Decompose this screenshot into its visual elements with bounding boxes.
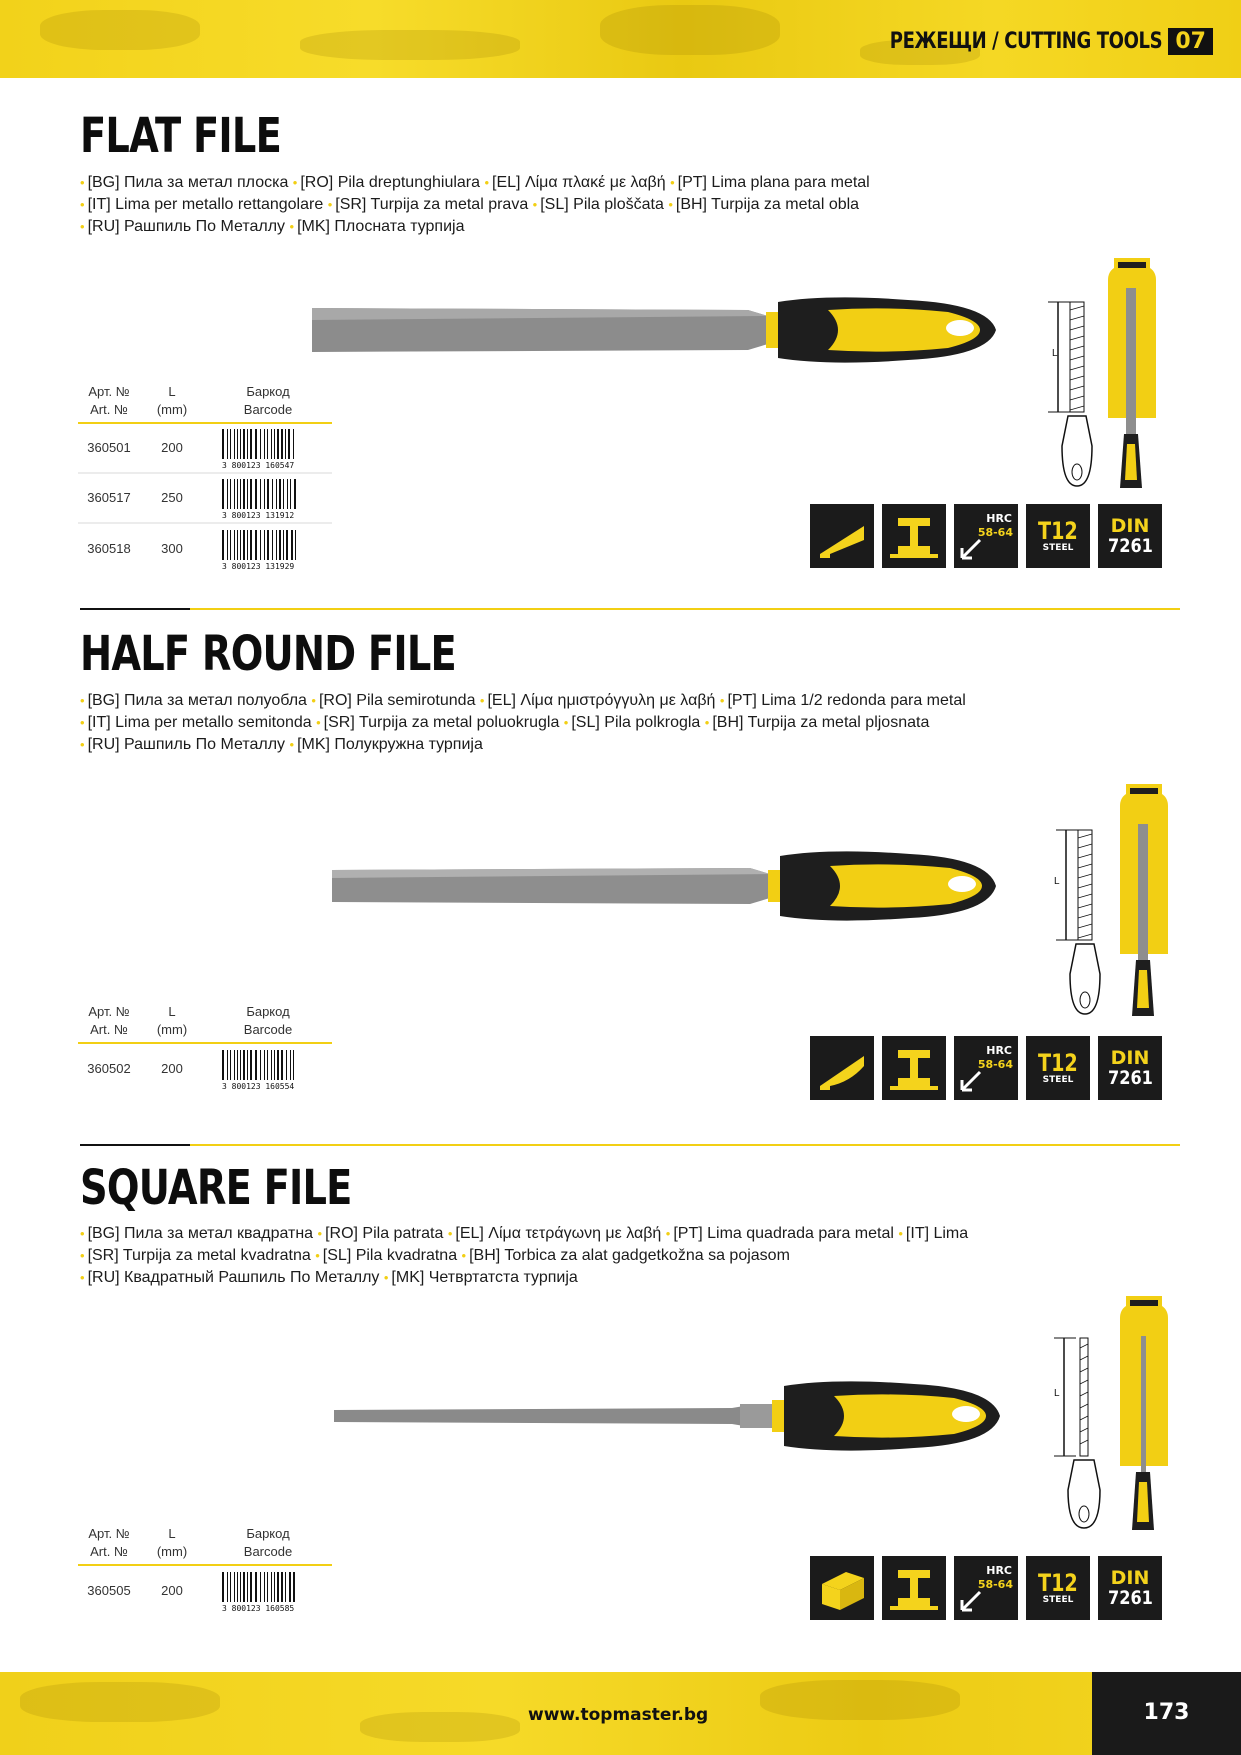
- barcode-number: 3 800123 131929: [222, 562, 295, 570]
- product-table: [78, 1522, 332, 1616]
- table-row: [78, 1044, 332, 1094]
- table-row: [78, 524, 332, 574]
- category-label: РЕЖЕЩИ / CUTTING TOOLS: [889, 29, 1163, 54]
- flat-profile-icon: [810, 504, 874, 568]
- barcode-image: [220, 1048, 316, 1090]
- length-label: L: [1054, 876, 1060, 887]
- length-label: L: [1052, 348, 1058, 359]
- din-standard-icon: DIN 7261: [1098, 1556, 1162, 1620]
- translations: • [BG] Пила за метал квадратна • [RO] Pila patrata • [EL] Λίμα τετράγωνη με λαβή • [PT] Lima quadrada para metal • [IT] Lima • [SR] Turpija za metal kvadratna • [SL] Pila kvadratna • [BH] Torbica za alat gadgetkožna sa pojasom • [RU] Квадратный Рашпиль По Металлу • [MK] Четвртатста турпија: [80, 1225, 969, 1286]
- product-title: HALF ROUND FILE: [80, 626, 456, 682]
- length-value: 200: [161, 1061, 183, 1076]
- package-image: [1116, 784, 1172, 1020]
- technical-drawing: [1040, 296, 1110, 492]
- website-link[interactable]: www.topmaster.bg: [528, 1705, 709, 1725]
- barcode-image: [220, 477, 316, 519]
- article-number: 360501: [87, 440, 131, 455]
- barcode-number: 3 800123 131912: [222, 511, 295, 519]
- article-number: 360505: [87, 1583, 131, 1598]
- table-row: [78, 424, 332, 474]
- length-value: 300: [161, 541, 183, 556]
- half-round-profile-icon: [810, 1036, 874, 1100]
- product-title: SQUARE FILE: [80, 1160, 352, 1216]
- hardness-icon: HRC 58-64: [954, 1556, 1018, 1620]
- length-label: L: [1054, 1388, 1060, 1399]
- barcode-image: [220, 1570, 316, 1612]
- din-standard-icon: DIN 7261: [1098, 1036, 1162, 1100]
- half-round-file-image: [330, 846, 1000, 926]
- package-image: [1116, 1296, 1172, 1534]
- steel-grade-icon: T12 STEEL: [1026, 1036, 1090, 1100]
- table-header: Арт. № Art. № L (mm) Баркод Barcode: [78, 1522, 332, 1566]
- length-value: 200: [161, 1583, 183, 1598]
- square-profile-icon: [810, 1556, 874, 1620]
- barcode-number: 3 800123 160547: [222, 461, 295, 469]
- length-value: 200: [161, 440, 183, 455]
- article-number: 360502: [87, 1061, 131, 1076]
- barcode-number: 3 800123 160585: [222, 1604, 295, 1612]
- technical-drawing: [1040, 824, 1110, 1020]
- table-header: Арт. № Art. № L (mm) Баркод Barcode: [78, 380, 332, 424]
- article-number: 360518: [87, 541, 131, 556]
- table-row: [78, 1566, 332, 1616]
- section-tag: [830, 28, 1213, 55]
- technical-drawing: [1040, 1332, 1110, 1532]
- hardness-icon: HRC 58-64: [954, 504, 1018, 568]
- flat-file-image: [308, 290, 998, 370]
- square-file-image: [332, 1376, 1002, 1456]
- metal-beam-icon: [882, 1556, 946, 1620]
- metal-beam-icon: [882, 504, 946, 568]
- table-row: [78, 474, 332, 524]
- din-standard-icon: DIN 7261: [1098, 504, 1162, 568]
- barcode-image: [220, 528, 316, 570]
- length-value: 250: [161, 490, 183, 505]
- article-number: 360517: [87, 490, 131, 505]
- chapter-number: 07: [1168, 28, 1213, 55]
- spec-icons: [810, 1556, 1162, 1620]
- product-table: [78, 1000, 332, 1094]
- package-image: [1104, 258, 1160, 492]
- hardness-icon: HRC 58-64: [954, 1036, 1018, 1100]
- translations: • [BG] Пила за метал полуобла • [RO] Pila semirotunda • [EL] Λίμα ημιστρόγγυλη με λαβή • [PT] Lima 1/2 redonda para metal • [IT] Lima per metallo semitonda • [SR] Turpija za metal poluokrugla • [SL] Pila polkrogla • [BH] Turpija za metal pljosnata • [RU] Рашпиль По Металлу • [MK] Полукружна турпија: [80, 692, 966, 753]
- page-number: 173: [1143, 1700, 1190, 1725]
- spec-icons: [810, 504, 1162, 568]
- steel-grade-icon: T12 STEEL: [1026, 504, 1090, 568]
- spec-icons: [810, 1036, 1162, 1100]
- section-divider: [80, 608, 1180, 610]
- barcode-number: 3 800123 160554: [222, 1082, 295, 1090]
- metal-beam-icon: [882, 1036, 946, 1100]
- translations: • [BG] Пила за метал плоска • [RO] Pila dreptunghiulara • [EL] Λίμα πλακέ με λαβή • [PT] Lima plana para metal • [IT] Lima per metallo rettangolare • [SR] Turpija za metal prava • [SL] Pila ploščata • [BH] Turpija za metal obla • [RU] Рашпиль По Металлу • [MK] Плосната турпија: [80, 174, 870, 235]
- barcode-image: [220, 427, 316, 469]
- section-divider: [80, 1144, 1180, 1146]
- table-header: Арт. № Art. № L (mm) Баркод Barcode: [78, 1000, 332, 1044]
- product-table: [78, 380, 332, 574]
- product-title: FLAT FILE: [80, 108, 282, 164]
- steel-grade-icon: T12 STEEL: [1026, 1556, 1090, 1620]
